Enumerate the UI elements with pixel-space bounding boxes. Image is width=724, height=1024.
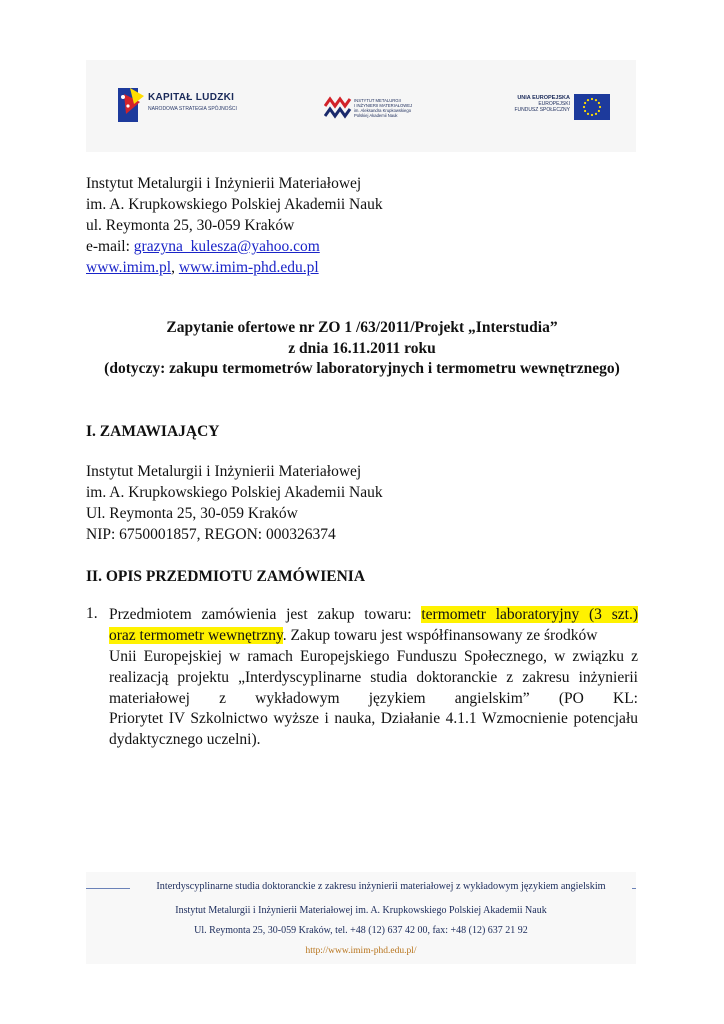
inquiry-date: z dnia 16.11.2011 roku <box>288 340 436 357</box>
email-label: e-mail: <box>86 238 134 255</box>
email-link[interactable]: grazyna_kulesza@yahoo.com <box>133 238 320 255</box>
eu-flag-icon <box>574 94 610 120</box>
inquiry-subject: (dotyczy: zakupu termometrów laboratoryjnych i termometru wewnętrznego) <box>104 360 620 377</box>
footer-institute: Instytut Metalurgii i Inżynierii Materiałowej im. A. Krupkowskiego Polskiej Akademii Nauk <box>175 905 547 916</box>
eu-title: UNIA EUROPEJSKA <box>517 95 570 101</box>
sender-academy: im. A. Krupkowskiego Polskiej Akademii Nauk <box>86 196 383 213</box>
sender-address: ul. Reymonta 25, 30-059 Kraków <box>86 217 295 234</box>
kapital-ludzki-logo <box>116 84 246 124</box>
www-imim-phd-link[interactable]: www.imim-phd.edu.pl <box>178 259 319 276</box>
imim-text <box>354 98 412 118</box>
imim-logo <box>324 96 434 122</box>
sender-www-row <box>86 259 319 277</box>
kapital-ludzki-subtitle: NARODOWA STRATEGIA SPÓJNOŚCI <box>148 106 237 112</box>
imim-line: Polskiej Akademii Nauk <box>354 113 398 118</box>
para-line: dydaktycznego uczelni). <box>109 731 261 749</box>
imim-line: INSTYTUT METALURGII <box>354 98 401 103</box>
inquiry-title: Zapytanie ofertowe nr ZO 1 /63/2011/Projekt „Interstudia” <box>166 319 558 336</box>
highlight-thermometer-lab: termometr laboratoryjny (3 szt.) <box>421 606 638 623</box>
imim-line: I INŻYNIERII MATERIAŁOWEJ <box>354 103 413 108</box>
para-line: realizacją projektu „Interdyscyplinarne studia doktoranckie z zakresu inżynierii <box>109 668 638 686</box>
para-line: Priorytet IV Szkolnictwo wyższe i nauka, Działanie 4.1.1 Wzmocnienie potencjału <box>109 710 638 728</box>
sender-name: Instytut Metalurgii i Inżynierii Materiałowej <box>86 175 362 192</box>
www-imim-link[interactable]: www.imim.pl <box>86 259 172 276</box>
imim-emblem-icon <box>324 96 352 120</box>
footer-contact: Ul. Reymonta 25, 30-059 Kraków, tel. +48 (12) 637 42 00, fax: +48 (12) 637 21 92 <box>194 925 528 936</box>
footer-url[interactable]: http://www.imim-phd.edu.pl/ <box>305 946 417 956</box>
order-description <box>109 605 638 751</box>
para-text: . Zakup towaru jest współfinansowany ze środków <box>282 626 598 644</box>
imim-line: im. Aleksandra Krupkowskiego <box>354 108 412 113</box>
footer-project-name: Interdyscyplinarne studia doktoranckie z zakresu inżynierii materiałowej z wykładowym językiem angielskim <box>130 881 632 892</box>
highlight-thermometer-indoor: oraz termometr wewnętrzny <box>109 626 283 644</box>
para-line <box>109 626 638 647</box>
section-1-heading: I. ZAMAWIAJĄCY <box>86 423 220 440</box>
page-footer <box>86 872 636 964</box>
buyer-academy: im. A. Krupkowskiego Polskiej Akademii Nauk <box>86 484 383 501</box>
eu-line: FUNDUSZ SPOŁECZNY <box>514 107 570 113</box>
buyer-address: Ul. Reymonta 25, 30-059 Kraków <box>86 505 298 522</box>
sender-email-row <box>86 238 320 256</box>
www-separator: , <box>171 259 179 276</box>
section-2-heading: II. OPIS PRZEDMIOTU ZAMÓWIENIA <box>86 568 366 585</box>
list-item-number: 1. <box>86 605 98 622</box>
kapital-ludzki-title: KAPITAŁ LUDZKI <box>148 92 235 103</box>
para-line <box>109 605 638 626</box>
buyer-name: Instytut Metalurgii i Inżynierii Materiałowej <box>86 463 362 480</box>
para-line: materiałowej z wykładowym językiem angielskim” (PO KL: <box>109 689 638 707</box>
eu-logo <box>506 92 614 122</box>
header-logo-band <box>86 60 636 152</box>
para-line: Unii Europejskiej w ramach Europejskiego Funduszu Społecznego, w związku z <box>109 647 638 665</box>
kapital-ludzki-emblem-icon <box>116 84 146 124</box>
para-text: Przedmiotem zamówienia jest zakup towaru: <box>109 606 422 623</box>
eu-line: EUROPEJSKI <box>538 101 570 107</box>
buyer-tax-ids: NIP: 6750001857, REGON: 000326374 <box>86 526 336 543</box>
eu-text <box>506 95 570 113</box>
